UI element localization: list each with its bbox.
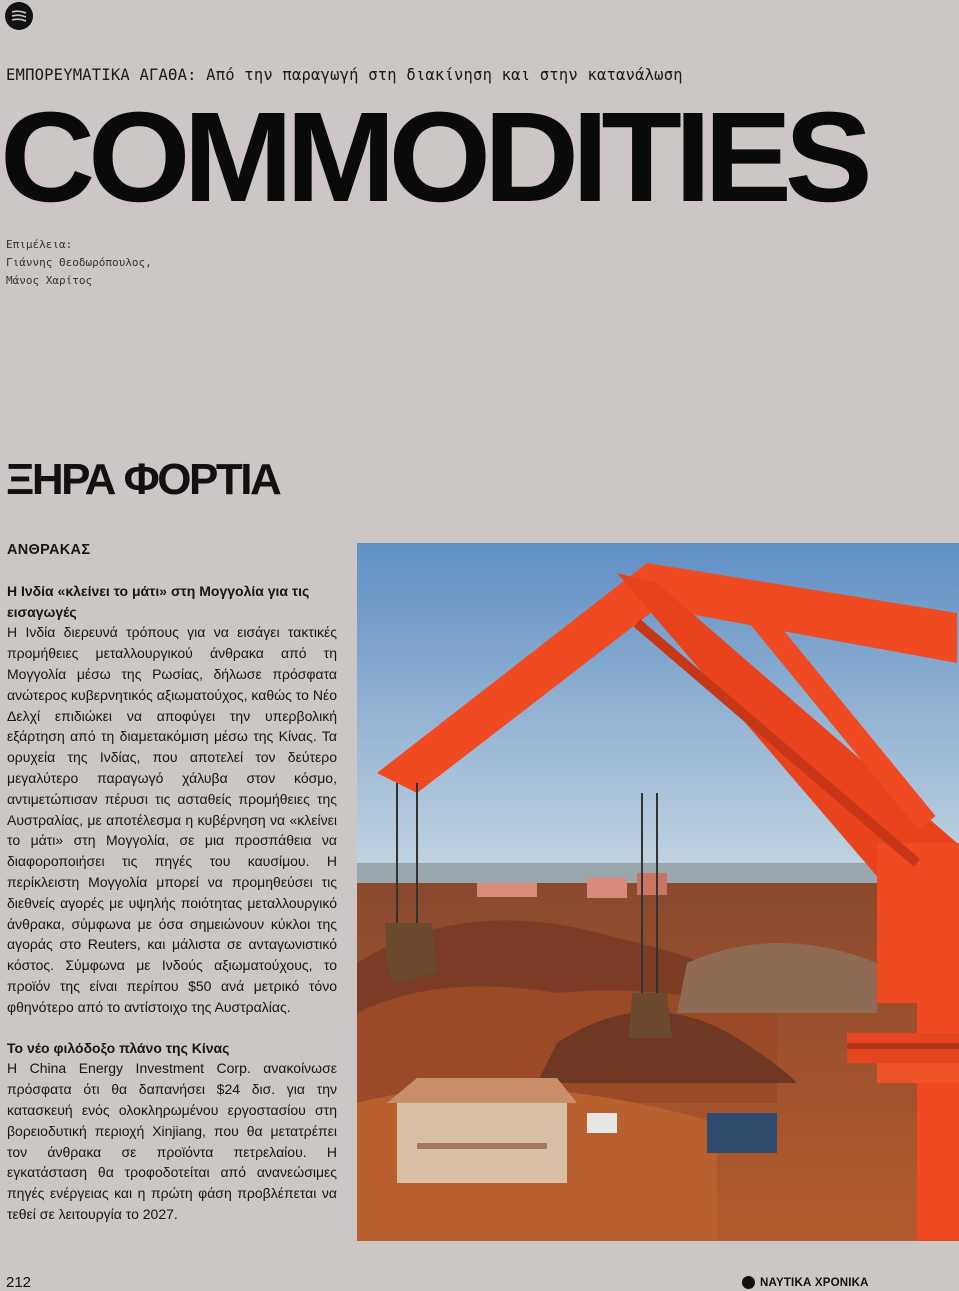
brand-logo-icon [5, 2, 33, 30]
article-1-headline: Η Ινδία «κλείνει το μάτι» στη Μογγολία για τις εισαγωγές [7, 582, 310, 620]
article-1-body: Η Ινδία διερευνά τρόπους για να εισάγει τακτικές προμήθειες μεταλλουργικού άνθρακα από τη Μογγολία μέσω της Ρωσίας, δήλωσε πρόσφατα ανώτερος κυβερνητικός αξιωματούχος, καθώς το Νέο Δελχί επιδιώκει να αποφύγει την υπερβολική εξάρτηση από τη διαμετακόμιση μέσω της Κίνας. Τα ορυχεία της Ινδίας, που αποτελεί τον δεύτερο μεγαλύτερο παραγωγό χάλυβα στον κόσμο, αντιμετώπισαν πέρυσι τις ασταθείς προμήθειες της Αυστραλίας, με αποτέλεσμα η κυβέρνηση να «κλείνει το μάτι» στη Μογγολία, σε μια προσπάθεια να διαφοροποιήσει τις πηγές του καυσίμου. Η περίκλειστη Μογγολία μπορεί να προμηθεύσει τις διεθνείς αγορές με υψηλής ποιότητας μεταλλουργικό άνθρακα, σύμφωνα με όσα σημειώνουν κύκλοι της αγοράς στο Reuters, και μάλιστα σε ανταγωνιστικό κόστος. Σύμφωνα με Ινδούς αξιωματούχους, το προϊόν της είναι περίπου $50 ανά μετρικό τόνο φθηνότερο από το αντίστοιχο της Αυστραλίας. [7, 624, 337, 1015]
footer-brand-name: ΝΑΥΤΙΚΑ ΧΡΟΝΙΚΑ [760, 1276, 869, 1289]
category-label: ΑΝΘΡΑΚΑΣ [7, 542, 91, 558]
page-title: COMMODITIES [0, 86, 866, 229]
editor-name-1: Γιάννης Θεοδωρόπουλος, [6, 256, 152, 269]
footer-brand [742, 1276, 869, 1289]
article-2-headline: Το νέο φιλόδοξο πλάνο της Κίνας [7, 1039, 230, 1056]
editors-label: Επιμέλεια: [6, 238, 73, 251]
brand-logo-icon [742, 1276, 755, 1289]
section-title: ΞΗΡΑ ΦΟΡΤΙΑ [6, 455, 280, 504]
article-column [7, 540, 337, 1225]
article-2-body: Η China Energy Investment Corp. ανακοίνωσε πρόσφατα ότι θα δαπανήσει $24 δισ. για την κατασκευή ενός ολοκληρωμένου εργοστασίου στη βορειοδυτική περιοχή Xinjiang, που θα μετατρέπει τον άνθρακα σε προϊόντα πετρελαίου. Η εγκατάσταση θα τροφοδοτείται από ανανεώσιμες πηγές ενέργειας και η πρώτη φάση προβλέπεται να τεθεί σε λειτουργία το 2027. [7, 1060, 337, 1222]
section-kicker: ΕΜΠΟΡΕΥΜΑΤΙΚΑ ΑΓΑΘΑ: Από την παραγωγή στη διακίνηση και στην κατανάλωση [6, 66, 683, 84]
editor-name-2: Μάνος Χαρίτος [6, 274, 93, 287]
editors-credit [6, 236, 152, 290]
page-number: 212 [6, 1274, 32, 1291]
port-crane-photo [357, 543, 959, 1241]
